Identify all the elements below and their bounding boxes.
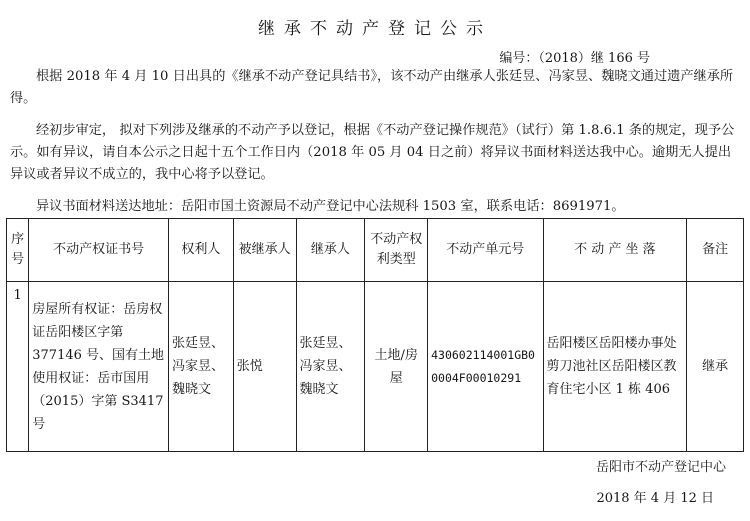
header-certificate: 不动产权证书号 <box>29 219 169 282</box>
header-index: 序号 <box>7 219 29 282</box>
cell-location: 岳阳楼区岳阳楼办事处剪刀池社区岳阳楼区教育住宅小区 1 栋 406 <box>543 282 687 452</box>
paragraph-review: 经初步审定， 拟对下列涉及继承的不动产予以登记，根据《不动产登记操作规范》（试行）第 1.8.6.1 条的规定，现予公示。如有异议，请自本公示之日起十五个工作日内（2018 年 05 月 04 日之前）将异议书面材料送达我中心。逾期无人提出异议或者异议不成立的，我中心将予以登记。 <box>10 123 735 182</box>
header-right-holders: 权利人 <box>168 219 233 282</box>
paragraph-basis: 根据 2018 年 4 月 10 日出具的《继承不动产登记具结书》，该不动产由继承人张廷昱、冯家昱、魏晓文通过遗产继承所得。 <box>10 69 734 106</box>
header-decedent: 被继承人 <box>233 219 296 282</box>
cell-certificate: 房屋所有权证：岳房权证岳阳楼区字第 377146 号、国有土地使用权证：岳市国用（2015）字第 S3417 号 <box>29 282 169 452</box>
cell-unit-number: 430602114001GB00004F00010291 <box>428 282 543 452</box>
cell-index: 1 <box>7 282 29 452</box>
header-unit-number: 不动产单元号 <box>428 219 543 282</box>
table-header-row <box>7 219 744 282</box>
document-number: 编号：（2018）继 166 号 <box>499 51 650 66</box>
header-right-type: 不动产权利类型 <box>365 219 428 282</box>
header-remark: 备注 <box>687 219 744 282</box>
paragraph-address: 异议书面材料送达地址：岳阳市国土资源局不动产登记中心法规科 1503 室，联系电话：8691971。 <box>36 199 625 214</box>
registration-table <box>6 218 744 452</box>
table-row <box>7 282 744 452</box>
cell-heirs: 张廷昱、冯家昱、魏晓文 <box>296 282 365 452</box>
cell-right-type: 土地/房屋 <box>365 282 428 452</box>
cell-right-holders: 张廷昱、冯家昱、魏晓文 <box>168 282 233 452</box>
issue-date: 2018 年 4 月 12 日 <box>596 491 714 506</box>
issuing-organization: 岳阳市不动产登记中心 <box>595 460 726 475</box>
header-location: 不 动 产 坐 落 <box>543 219 687 282</box>
cell-remark: 继承 <box>687 282 744 452</box>
header-heirs: 继承人 <box>296 219 365 282</box>
document-title: 继承不动产登记公示 <box>258 19 492 39</box>
cell-decedent: 张悦 <box>233 282 296 452</box>
